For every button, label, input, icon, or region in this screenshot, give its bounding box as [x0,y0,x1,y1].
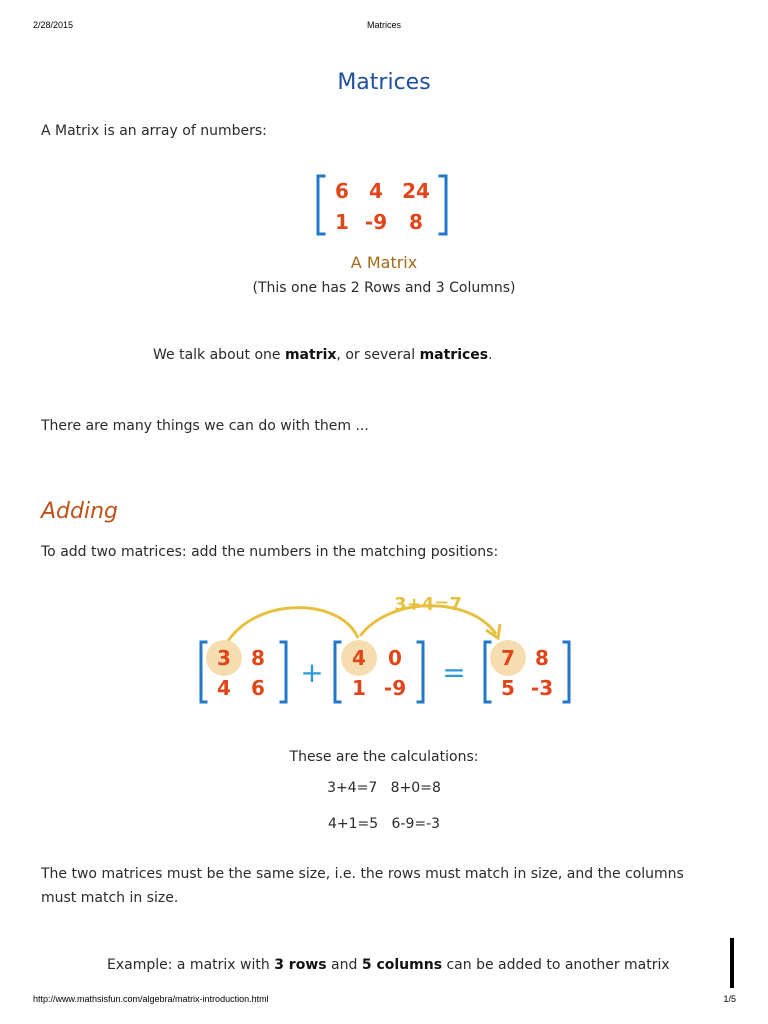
print-page-title: Matrices [366,20,401,30]
matrix-c-cell: 8 [535,646,549,670]
example-pre: Example: a matrix with [107,957,275,973]
matrix-c-cell: 7 [501,646,515,670]
matrix-caption: A Matrix [350,253,418,272]
talk-mid: , or several [336,347,420,363]
matrix-a-left-bracket [201,642,206,702]
matrix-b-cell: 4 [352,646,366,670]
footer-url[interactable]: http://www.mathsisfun.com/algebra/matrix-introduction.html [33,994,269,1004]
matrix-a-cell: 6 [251,676,265,700]
example-bold-columns: 5 columns [361,957,443,973]
equals-sign: = [442,656,466,689]
example-matrix [312,172,452,238]
matrix-cell: 24 [402,179,430,203]
example-text [107,957,670,973]
calc-row-2: 4+1=5 6-9=-3 [327,816,441,832]
matrix-cell: 1 [335,210,349,234]
calc-intro: These are the calculations: [289,749,479,765]
talk-text [153,347,493,363]
page-title: Matrices [337,70,431,95]
talk-pre: We talk about one [153,347,285,363]
print-date: 2/28/2015 [33,20,74,30]
calc-row-1: 3+4=7 8+0=8 [327,780,441,796]
size-note: The two matrices must be the same size, i.e. the rows must match in size, and the columns must match in size. [41,866,684,906]
matrix-b-left-bracket [335,642,340,702]
matrix-c-right-bracket [564,642,569,702]
matrix-cell: 8 [409,210,423,234]
plus-sign: + [300,656,324,689]
adding-instruction: To add two matrices: add the numbers in the matching positions: [41,544,499,560]
arc-label: 3+4=7 [394,594,462,615]
talk-post: . [488,347,493,363]
matrix-c-cell: -3 [530,676,554,700]
page-edge-marker [730,938,734,988]
matrix-subcaption: (This one has 2 Rows and 3 Columns) [252,280,516,296]
matrix-c-left-bracket [485,642,490,702]
matrix-cell: 4 [369,179,383,203]
many-things-text: There are many things we can do with them ... [41,418,369,434]
matrix-cell: -9 [364,210,388,234]
adding-heading: Adding [41,499,118,524]
talk-bold-matrix: matrix [284,347,337,363]
footer-page-number: 1/5 [723,994,736,1004]
matrix-a-cell: 4 [217,676,231,700]
matrix-b-right-bracket [418,642,423,702]
example-post: can be added to another matrix [442,957,670,973]
matrix-a-cell: 8 [251,646,265,670]
matrix-b-cell: -9 [383,676,407,700]
left-bracket [318,176,324,234]
matrix-c-cell: 5 [501,676,515,700]
addition-diagram [190,586,580,710]
talk-bold-matrices: matrices [419,347,489,363]
matrix-b-cell: 0 [388,646,402,670]
right-bracket [440,176,446,234]
example-bold-rows: 3 rows [274,957,327,973]
matrix-a-right-bracket [281,642,286,702]
matrix-b-cell: 1 [352,676,366,700]
example-mid: and [326,957,362,973]
matrix-cell: 6 [335,179,349,203]
intro-text: A Matrix is an array of numbers: [41,123,267,139]
matrix-a-cell: 3 [217,646,231,670]
